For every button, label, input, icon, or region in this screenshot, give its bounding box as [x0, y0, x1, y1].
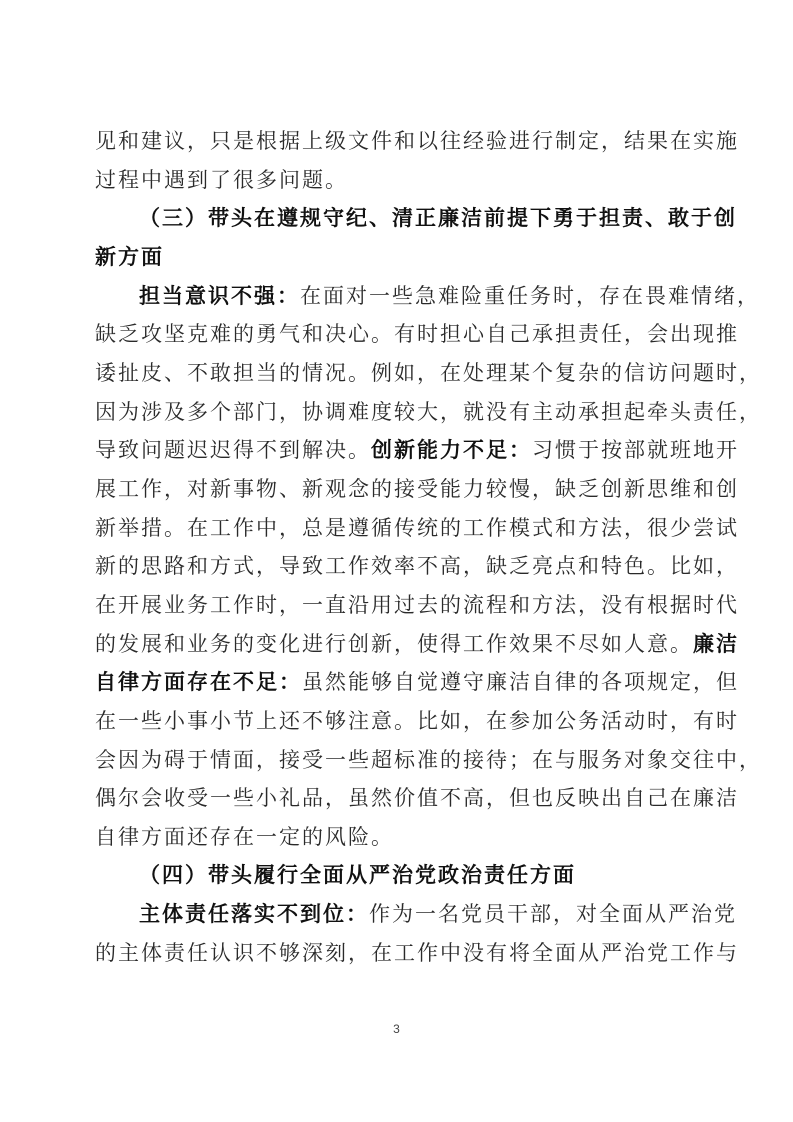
- body-text-span: 新的思路和方式，导致工作效率不高，缺乏亮点和特色。比如，: [95, 554, 739, 579]
- body-text-span: 导致问题迟迟得不到解决。: [95, 438, 371, 463]
- text-line: [95, 547, 739, 586]
- body-text: [95, 122, 762, 972]
- body-text-span: 会因为碍于情面，接受一些超标准的接待；在与服务对象交往中，: [95, 747, 762, 772]
- body-text-span: 新举措。在工作中，总是遵循传统的工作模式和方法，很少尝试: [95, 515, 739, 540]
- body-text-span: 在开展业务工作时，一直沿用过去的流程和方法，没有根据时代: [95, 592, 739, 617]
- text-line: [95, 470, 739, 509]
- text-line: [95, 663, 739, 702]
- text-line: [95, 702, 739, 741]
- text-line: [95, 354, 762, 393]
- text-line: [95, 779, 739, 818]
- text-line: [95, 277, 760, 316]
- body-text-span: 作为一名党员干部，对全面从严治党: [369, 902, 737, 927]
- body-text-span: 因为涉及多个部门，协调难度较大，就没有主动承担起牵头责任，: [95, 399, 762, 424]
- body-text-span: 展工作，对新事物、新观念的接受能力较慢，缺乏创新思维和创: [95, 476, 739, 501]
- text-line: [95, 509, 739, 548]
- bold-lead-text: 创新能力不足：: [371, 437, 532, 463]
- body-text-span: 过程中遇到了很多问题。: [95, 167, 348, 192]
- body-text-span: 自律方面还存在一定的风险。: [95, 824, 394, 849]
- bold-lead-text: 廉洁: [693, 630, 739, 656]
- bold-lead-text: 担当意识不强：: [139, 282, 300, 308]
- body-text-span: 诿扯皮、不敢担当的情况。例如，在处理某个复杂的信访问题时，: [95, 360, 762, 385]
- body-text-span: 在面对一些急难险重任务时，存在畏难情绪，: [300, 283, 760, 308]
- body-text-span: 的发展和业务的变化进行创新，使得工作效果不尽如人意。: [95, 631, 693, 656]
- bold-lead-text: 自律方面存在不足：: [95, 669, 302, 695]
- text-line: [95, 586, 739, 625]
- text-line: [95, 818, 706, 857]
- body-text-span: 缺乏攻坚克难的勇气和决心。有时担心自己承担责任，会出现推: [95, 322, 739, 347]
- text-line: [95, 934, 739, 973]
- bold-lead-text: 主体责任落实不到位：: [139, 901, 369, 927]
- text-line: [95, 741, 762, 780]
- bold-lead-text: （四）带头履行全面从严治党政治责任方面: [139, 862, 576, 888]
- body-text-span: 在一些小事小节上还不够注意。比如，在参加公务活动时，有时: [95, 708, 739, 733]
- page-number: 3: [393, 1022, 400, 1036]
- body-text-span: 见和建议，只是根据上级文件和以往经验进行制定，结果在实施: [95, 129, 739, 153]
- section-heading-line: [95, 856, 706, 895]
- text-line: [95, 161, 706, 200]
- body-text-span: 偶尔会收受一些小礼品，虽然价值不高，但也反映出自己在廉洁: [95, 786, 739, 811]
- body-text-span: 习惯于按部就班地开: [532, 438, 739, 463]
- bold-lead-text: 新方面: [95, 243, 164, 269]
- text-line: [95, 895, 737, 934]
- text-line: [95, 122, 739, 161]
- section-heading-line: [95, 238, 706, 277]
- section-heading-line: [95, 199, 737, 238]
- bold-lead-text: （三）带头在遵规守纪、清正廉洁前提下勇于担责、敢于创: [139, 205, 737, 231]
- text-line: [95, 431, 739, 470]
- text-line: [95, 625, 739, 664]
- text-line: [95, 315, 739, 354]
- body-text-span: 虽然能够自觉遵守廉洁自律的各项规定，但: [302, 670, 739, 695]
- text-line: [95, 393, 762, 432]
- body-text-span: 的主体责任认识不够深刻，在工作中没有将全面从严治党工作与: [95, 940, 739, 965]
